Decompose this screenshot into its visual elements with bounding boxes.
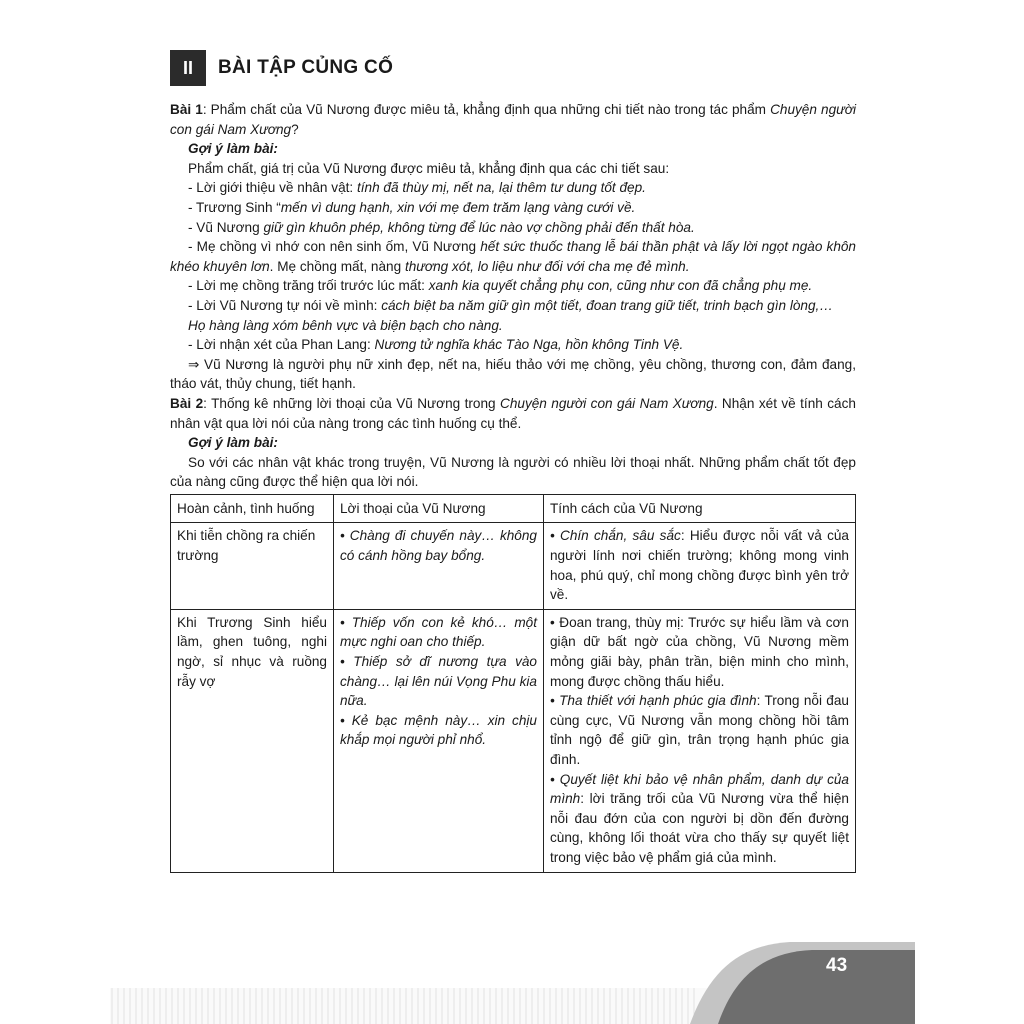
table-header: Lời thoại của Vũ Nương [334, 494, 544, 523]
bai1-item: - Trương Sinh “mến vì dung hạnh, xin với mẹ đem trăm lạng vàng cưới về. [188, 199, 636, 215]
bai1-question: Bài 1: Phẩm chất của Vũ Nương được miêu tả, khẳng định qua những chi tiết nào trong tác phẩm Chuyện người con gái Nam Xương? [170, 102, 856, 137]
table-row [171, 523, 856, 609]
bai1-item: - Lời Vũ Nương tự nói về mình: cách biệt ba năm giữ gìn một tiết, đoan trang giữ tiết, trinh bạch gìn lòng,… Họ hàng làng xóm bênh vực và biện bạch cho nàng. [188, 297, 833, 333]
section-title: BÀI TẬP CỦNG CỐ [218, 57, 394, 78]
section-number-badge: II [170, 50, 206, 86]
bai1-item: - Lời mẹ chồng trăng trối trước lúc mất: xanh kia quyết chẳng phụ con, cũng như con đã chẳng phụ mẹ. [188, 278, 813, 294]
table-cell-situation: Khi tiễn chồng ra chiến trường [171, 523, 334, 609]
table-row [171, 609, 856, 872]
page-content [170, 100, 856, 873]
table-header-row [171, 494, 856, 523]
bai1-item: - Vũ Nương giữ gìn khuôn phép, không từng để lúc nào vợ chồng phải đến thất hòa. [188, 219, 695, 235]
bai2-intro: So với các nhân vật khác trong truyện, Vũ Nương là người có nhiều lời thoại nhất. Những phẩm chất tốt đẹp của nàng cũng được thể hiện qua lời nói. [170, 454, 856, 490]
bai1-item: - Lời nhận xét của Phan Lang: Nương tử nghĩa khác Tào Nga, hồn không Tinh Vệ. [188, 337, 684, 353]
table-header: Hoàn cảnh, tình huống [171, 494, 334, 523]
footer-stripes [110, 988, 710, 1024]
section-header [170, 50, 393, 86]
bai1-item: - Lời giới thiệu về nhân vật: tính đã thùy mị, nết na, lại thêm tư dung tốt đẹp. [188, 180, 646, 196]
table-cell-trait: • Chín chắn, sâu sắc: Hiểu được nỗi vất vả của người lính nơi chiến trường; không mong vinh hoa, phú quý, chỉ mong chồng được bình yên trở về. [544, 523, 856, 609]
bai2-label: Bài 2 [170, 395, 204, 411]
bai1-intro: Phẩm chất, giá trị của Vũ Nương được miêu tả, khẳng định qua các chi tiết sau: [188, 160, 670, 176]
bai2-hint: Gợi ý làm bài: [188, 435, 278, 451]
bai1-hint: Gợi ý làm bài: [188, 141, 278, 157]
table-header: Tính cách của Vũ Nương [544, 494, 856, 523]
table-cell-dialogue: • Thiếp vốn con kẻ khó… một mực nghi oan cho thiếp. • Thiếp sở dĩ nương tựa vào chàng… lại lên núi Vọng Phu kia nữa. • Kẻ bạc mệnh này… xin chịu khắp mọi người phỉ nhổ. [334, 609, 544, 872]
dialogue-table [170, 494, 856, 873]
table-cell-dialogue: • Chàng đi chuyến này… không có cánh hồng bay bổng. [334, 523, 544, 609]
table-cell-trait: • Đoan trang, thùy mị: Trước sự hiểu lầm và cơn giận dữ bất ngờ của chồng, Vũ Nương mềm mỏng giãi bày, phân trần, biện minh cho mình, mong được chồng thấu hiểu. • Tha thiết với hạnh phúc gia đình: Trong nỗi đau cùng cực, Vũ Nương vẫn mong chồng hồi tâm tỉnh ngộ để giữ gìn, trân trọng hạnh phúc gia đình. • Quyết liệt khi bảo vệ nhân phẩm, danh dự của mình: lời trăng trối của Vũ Nương vừa thể hiện nỗi đau đớn của con người bị dồn đến đường cùng, không lối thoát vừa cho thấy sự quyết liệt trong việc bảo vệ phẩm giá của mình. [544, 609, 856, 872]
bai1-item: - Mẹ chồng vì nhớ con nên sinh ốm, Vũ Nương hết sức thuốc thang lễ bái thần phật và lấy lời ngọt ngào khôn khéo khuyên lơn. Mẹ chồng mất, nàng thương xót, lo liệu như đối với cha mẹ đẻ mình. [170, 239, 856, 274]
bai1-conclusion: ⇒ Vũ Nương là người phụ nữ xinh đẹp, nết na, hiếu thảo với mẹ chồng, yêu chồng, thương con, đảm đang, tháo vát, thủy chung, tiết hạnh. [170, 356, 856, 392]
footer-decoration [0, 930, 1024, 1024]
table-cell-situation: Khi Trương Sinh hiểu lầm, ghen tuông, nghi ngờ, sỉ nhục và ruồng rẫy vợ [171, 609, 334, 872]
page-number: 43 [826, 955, 848, 976]
bai2-question: Bài 2: Thống kê những lời thoại của Vũ Nương trong Chuyện người con gái Nam Xương. Nhận xét về tính cách nhân vật qua lời nói của nàng trong các tình huống cụ thể. [170, 395, 856, 431]
bai1-label: Bài 1 [170, 102, 203, 117]
work-title: Chuyện người con gái Nam Xương [170, 102, 856, 137]
